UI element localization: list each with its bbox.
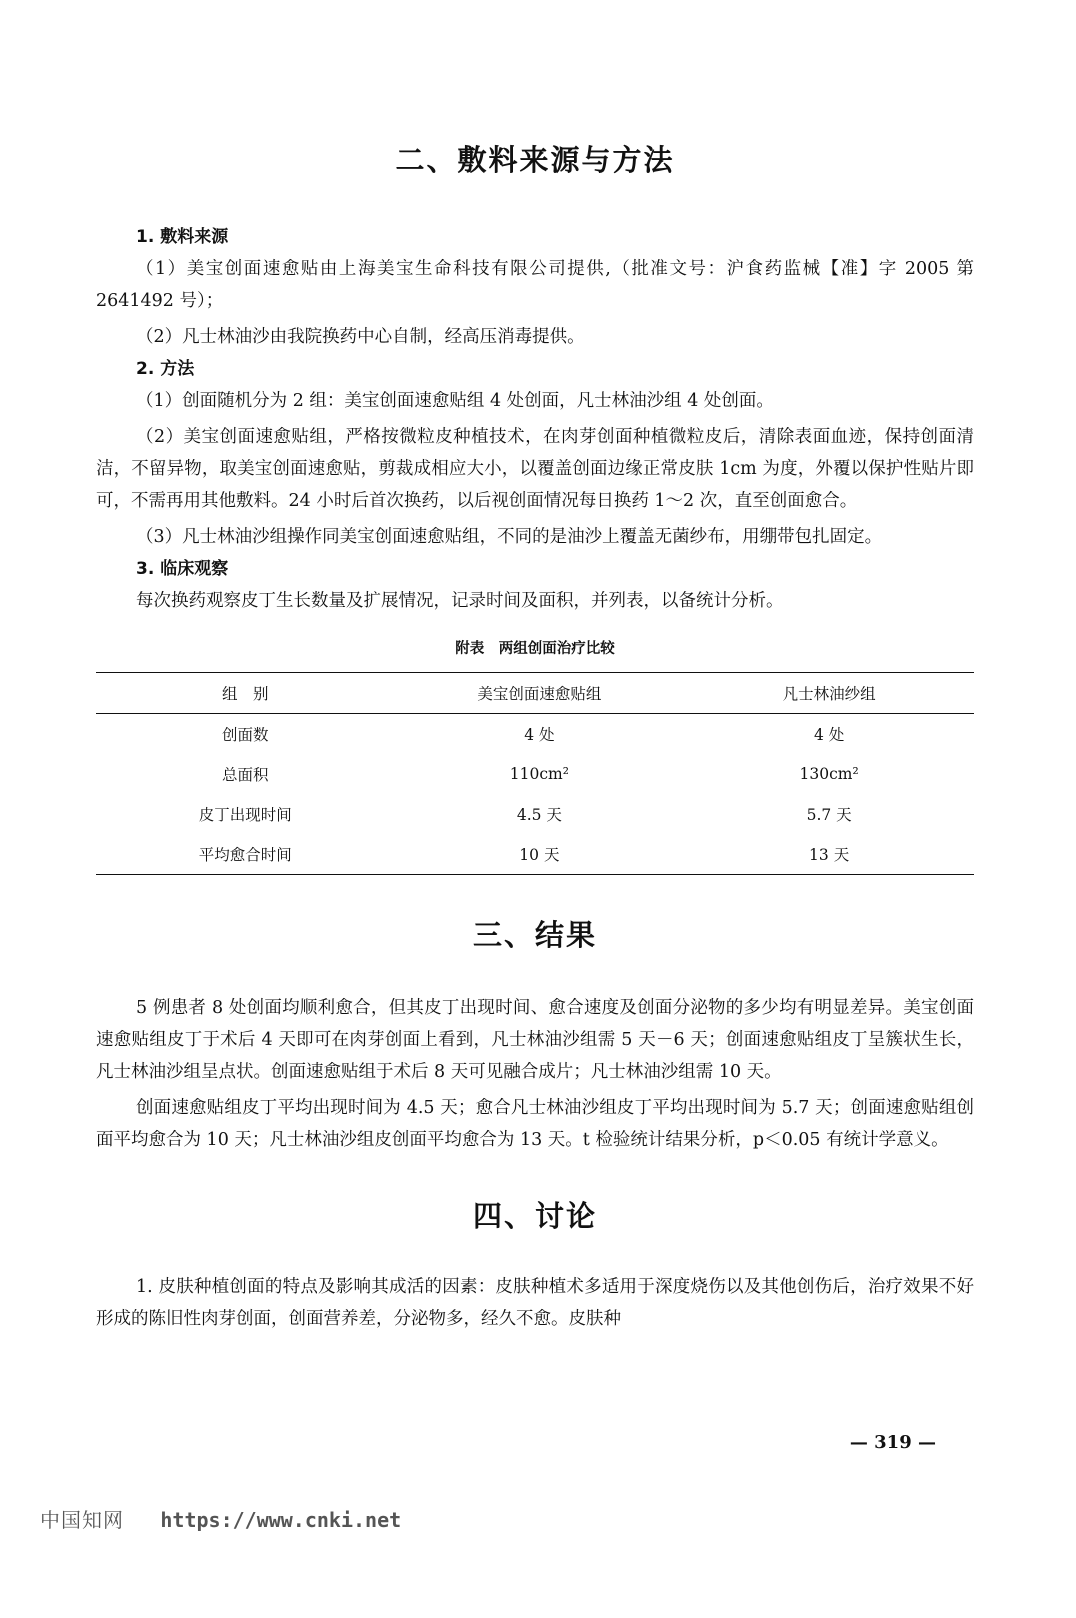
paragraph: （2）凡士林油沙由我院换药中心自制，经高压消毒提供。 [136, 327, 585, 347]
table-row [96, 834, 974, 875]
page-number: — 319 — [849, 1432, 936, 1453]
table-row [96, 794, 974, 834]
section-2-title: 二、敷料来源与方法 [395, 143, 675, 177]
watermark-site-name: 中国知网 [40, 1508, 124, 1532]
table-row [96, 714, 974, 755]
table-cell: 5.7 天 [806, 806, 852, 824]
section-4-title: 四、讨论 [472, 1199, 597, 1233]
paragraph: （1）创面随机分为 2 组：美宝创面速愈贴组 4 处创面，凡士林油沙组 4 处创面。 [136, 391, 774, 411]
paragraph: 创面速愈贴组皮丁平均出现时间为 4.5 天；愈合凡士林油沙组皮丁平均出现时间为 5.7 天；创面速愈贴组创面平均愈合为 10 天；凡士林油沙组皮创面平均愈合为 13 天。t 检验统计结果分析，p＜0.05 有统计学意义。 [96, 1098, 974, 1150]
table-cell: 4 处 [524, 726, 555, 744]
paragraph: （3）凡士林油沙组操作同美宝创面速愈贴组，不同的是油沙上覆盖无菌纱布，用绷带包扎固定。 [136, 527, 883, 547]
paragraph: （1）美宝创面速愈贴由上海美宝生命科技有限公司提供,（批准文号：沪食药监械【准】字 2005 第 2641492 号）； [96, 259, 974, 311]
table-header-cell: 美宝创面速愈贴组 [477, 685, 602, 703]
subheading-dressing-source: 1. 敷料来源 [136, 227, 229, 247]
table-cell: 总面积 [222, 766, 269, 784]
table-cell: 10 天 [519, 846, 560, 864]
table-cell: 皮丁出现时间 [198, 806, 292, 824]
table-cell: 130cm² [799, 765, 859, 783]
table-cell: 110cm² [509, 765, 569, 783]
page-content [96, 138, 974, 1335]
table-header-cell: 组 别 [222, 685, 269, 703]
table-cell: 4 处 [813, 726, 845, 744]
paragraph: 每次换药观察皮丁生长数量及扩展情况，记录时间及面积，并列表，以备统计分析。 [136, 591, 784, 611]
subheading-clinical-observation: 3. 临床观察 [136, 559, 229, 579]
paragraph: 1. 皮肤种植创面的特点及影响其成活的因素：皮肤种植术多适用于深度烧伤以及其他创伤后，治疗效果不好形成的陈旧性肉芽创面，创面营养差，分泌物多，经久不愈。皮肤种 [96, 1277, 974, 1329]
paragraph: （2）美宝创面速愈贴组，严格按微粒皮种植技术，在肉芽创面种植微粒皮后，清除表面血迹，保持创面清洁，不留异物，取美宝创面速愈贴，剪裁成相应大小，以覆盖创面边缘正常皮肤 1cm 为度，外覆以保护性贴片即可，不需再用其他敷料。24 小时后首次换药，以后视创面情况每日换药 1～2 次，直至创面愈合。 [96, 427, 974, 511]
table-caption: 附表 两组创面治疗比较 [455, 641, 615, 657]
cnki-watermark [40, 1504, 401, 1533]
table-cell: 平均愈合时间 [198, 846, 292, 864]
table-header-cell: 凡士林油纱组 [782, 685, 876, 703]
section-3-title: 三、结果 [472, 918, 597, 952]
watermark-url[interactable]: https://www.cnki.net [160, 1508, 402, 1532]
subheading-method: 2. 方法 [136, 359, 195, 379]
table-cell: 13 天 [809, 846, 850, 864]
table-cell: 创面数 [222, 726, 269, 744]
table-row [96, 754, 974, 794]
table-header-row [96, 673, 974, 714]
paragraph: 5 例患者 8 处创面均顺利愈合，但其皮丁出现时间、愈合速度及创面分泌物的多少均有明显差异。美宝创面速愈贴组皮丁于术后 4 天即可在肉芽创面上看到，凡士林油沙组需 5 天－6 天；创面速愈贴组皮丁呈簇状生长，凡士林油沙组呈点状。创面速愈贴组于术后 8 天可见融合成片；凡士林油沙组需 10 天。 [96, 998, 974, 1082]
table-cell: 4.5 天 [516, 806, 562, 824]
comparison-table [96, 672, 974, 875]
